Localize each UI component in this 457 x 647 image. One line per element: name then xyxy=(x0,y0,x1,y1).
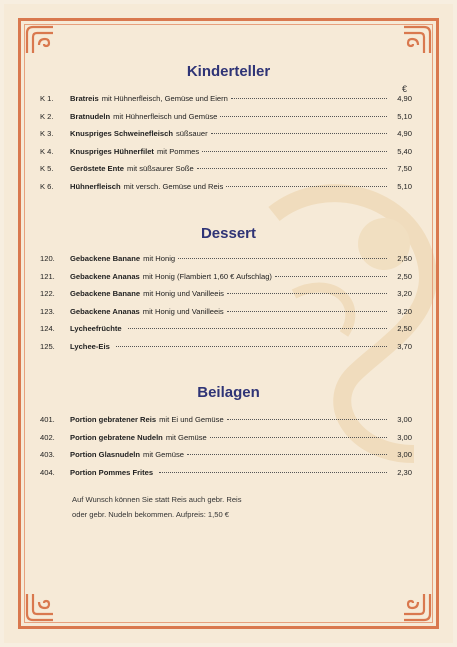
menu-item-name: Bratnudeln xyxy=(70,111,111,121)
menu-item-detail: mit Ei und Gemüse xyxy=(159,415,224,424)
menu-item-description xyxy=(70,272,390,281)
menu-item-description xyxy=(70,324,390,333)
menu-item-price: 2,50 xyxy=(397,271,412,281)
dotted-leader xyxy=(231,98,387,99)
beilagen-note: Auf Wunsch können Sie statt Reis auch gebr. Reis oder gebr. Nudeln bekommen. Aufpreis: 1,50 € xyxy=(72,495,242,519)
menu-item-price: 7,50 xyxy=(397,164,412,174)
menu-item-price: 5,10 xyxy=(397,111,412,121)
dotted-leader xyxy=(227,293,387,294)
menu-item-row xyxy=(40,272,412,290)
menu-item-description xyxy=(70,289,390,298)
menu-item-row xyxy=(40,342,412,360)
menu-item-number: K 4. xyxy=(40,146,54,156)
section-title-kinderteller: Kinderteller xyxy=(186,63,271,80)
menu-item-price: 3,00 xyxy=(397,450,412,460)
menu-item-row xyxy=(40,147,412,165)
menu-item-row xyxy=(40,94,412,112)
kinderteller-list xyxy=(40,94,412,200)
menu-item-number: 124. xyxy=(40,324,55,334)
menu-item-price: 2,50 xyxy=(397,324,412,334)
menu-item-price: 5,10 xyxy=(397,181,412,191)
menu-item-price: 3,70 xyxy=(397,341,412,351)
menu-item-number: K 6. xyxy=(40,181,54,191)
menu-item-row xyxy=(40,182,412,200)
menu-item-name: Bratreis xyxy=(70,94,99,103)
menu-item-number: 125. xyxy=(40,341,55,351)
dotted-leader xyxy=(197,168,387,169)
menu-item-description xyxy=(70,129,390,138)
menu-item-name: Geröstete Ente xyxy=(70,164,125,174)
menu-item-number: K 1. xyxy=(40,94,54,103)
menu-item-description xyxy=(70,112,390,121)
menu-item-price: 2,30 xyxy=(397,467,412,477)
menu-item-detail: mit süßsaurer Soße xyxy=(127,164,194,174)
menu-item-description xyxy=(70,450,390,459)
menu-item-detail: mit Honig xyxy=(143,254,176,263)
menu-item-name: Gebackene Ananas xyxy=(70,306,140,316)
dotted-leader xyxy=(275,276,387,277)
menu-item-row xyxy=(40,433,412,451)
menu-item-description xyxy=(70,468,390,477)
menu-item-number: 401. xyxy=(40,415,55,424)
menu-item-description xyxy=(70,147,390,156)
menu-item-description xyxy=(70,433,390,442)
corner-ornament-icon xyxy=(402,25,432,55)
dotted-leader xyxy=(159,472,387,473)
menu-item-name: Portion gebratener Reis xyxy=(70,415,157,424)
menu-item-price: 5,40 xyxy=(397,146,412,156)
dotted-leader xyxy=(202,151,387,152)
menu-item-row xyxy=(40,324,412,342)
dotted-leader xyxy=(226,186,387,187)
menu-item-detail: mit Honig und Vanilleeis xyxy=(143,289,224,299)
menu-item-row xyxy=(40,415,412,433)
menu-item-number: 120. xyxy=(40,254,55,263)
menu-item-number: 123. xyxy=(40,306,55,316)
menu-item-number: 121. xyxy=(40,271,55,281)
menu-item-number: K 3. xyxy=(40,129,54,139)
menu-item-name: Lycheefrüchte xyxy=(70,324,122,334)
dotted-leader xyxy=(227,419,387,420)
menu-item-detail: süßsauer xyxy=(175,129,208,139)
corner-ornament-icon xyxy=(25,592,55,622)
menu-item-row xyxy=(40,164,412,182)
menu-item-detail: mit Hühnerfleisch, Gemüse und Eiern xyxy=(101,94,228,103)
menu-item-number: 404. xyxy=(40,467,55,477)
menu-item-detail: mit Pommes xyxy=(156,146,200,156)
menu-item-row xyxy=(40,450,412,468)
dotted-leader xyxy=(220,116,387,117)
menu-item-name: Gebackene Banane xyxy=(70,254,141,263)
menu-item-description xyxy=(70,182,390,191)
menu-item-row xyxy=(40,129,412,147)
menu-item-detail: mit Gemüse xyxy=(165,432,207,442)
section-title-beilagen: Beilagen xyxy=(197,384,260,401)
menu-item-row xyxy=(40,468,412,486)
menu-item-name: Portion gebratene Nudeln xyxy=(70,432,163,442)
dotted-leader xyxy=(211,133,387,134)
menu-item-description xyxy=(70,94,390,103)
section-title-dessert: Dessert xyxy=(200,225,257,242)
menu-item-name: Gebackene Ananas xyxy=(70,271,140,281)
menu-item-number: 122. xyxy=(40,289,55,299)
menu-item-number: K 5. xyxy=(40,164,54,174)
currency-label: € xyxy=(401,84,407,94)
menu-item-description xyxy=(70,415,390,424)
menu-item-price: 4,90 xyxy=(397,94,412,103)
menu-item-detail: mit Hühnerfleisch und Gemüse xyxy=(113,111,218,121)
menu-item-detail: mit versch. Gemüse und Reis xyxy=(123,181,224,191)
menu-item-price: 2,50 xyxy=(397,254,412,263)
menu-item-price: 3,20 xyxy=(397,306,412,316)
menu-item-description xyxy=(70,342,390,351)
menu-item-price: 3,00 xyxy=(397,415,412,424)
menu-item-name: Hühnerfleisch xyxy=(70,181,121,191)
beilagen-list xyxy=(40,415,412,485)
menu-item-name: Knuspriges Hühnerfilet xyxy=(70,146,154,156)
dessert-list xyxy=(40,254,412,360)
menu-item-row xyxy=(40,289,412,307)
menu-item-description xyxy=(70,164,390,173)
menu-item-name: Knuspriges Schweinefleisch xyxy=(70,129,173,139)
dotted-leader xyxy=(116,346,387,347)
menu-item-price: 3,20 xyxy=(397,289,412,299)
menu-item-number: 403. xyxy=(40,450,55,460)
menu-item-name: Lychee-Eis xyxy=(70,341,110,351)
dotted-leader xyxy=(187,454,387,455)
dotted-leader xyxy=(227,311,387,312)
menu-item-name: Portion Pommes Frites xyxy=(70,467,154,477)
corner-ornament-icon xyxy=(402,592,432,622)
dotted-leader xyxy=(178,258,387,259)
dotted-leader xyxy=(210,437,387,438)
menu-item-number: K 2. xyxy=(40,111,54,121)
menu-item-number: 402. xyxy=(40,432,55,442)
menu-item-detail: mit Gemüse xyxy=(143,450,184,460)
menu-item-detail: mit Honig (Flambiert 1,60 € Aufschlag) xyxy=(142,271,272,281)
menu-item-description xyxy=(70,254,390,263)
menu-item-price: 3,00 xyxy=(397,432,412,442)
menu-item-row xyxy=(40,254,412,272)
corner-ornament-icon xyxy=(25,25,55,55)
menu-item-price: 4,90 xyxy=(397,129,412,139)
menu-item-row xyxy=(40,112,412,130)
menu-item-name: Gebackene Banane xyxy=(70,289,141,299)
menu-item-name: Portion Glasnudeln xyxy=(70,450,141,460)
menu-item-detail: mit Honig und Vanilleeis xyxy=(142,306,224,316)
menu-item-row xyxy=(40,307,412,325)
dotted-leader xyxy=(128,328,387,329)
menu-item-description xyxy=(70,307,390,316)
